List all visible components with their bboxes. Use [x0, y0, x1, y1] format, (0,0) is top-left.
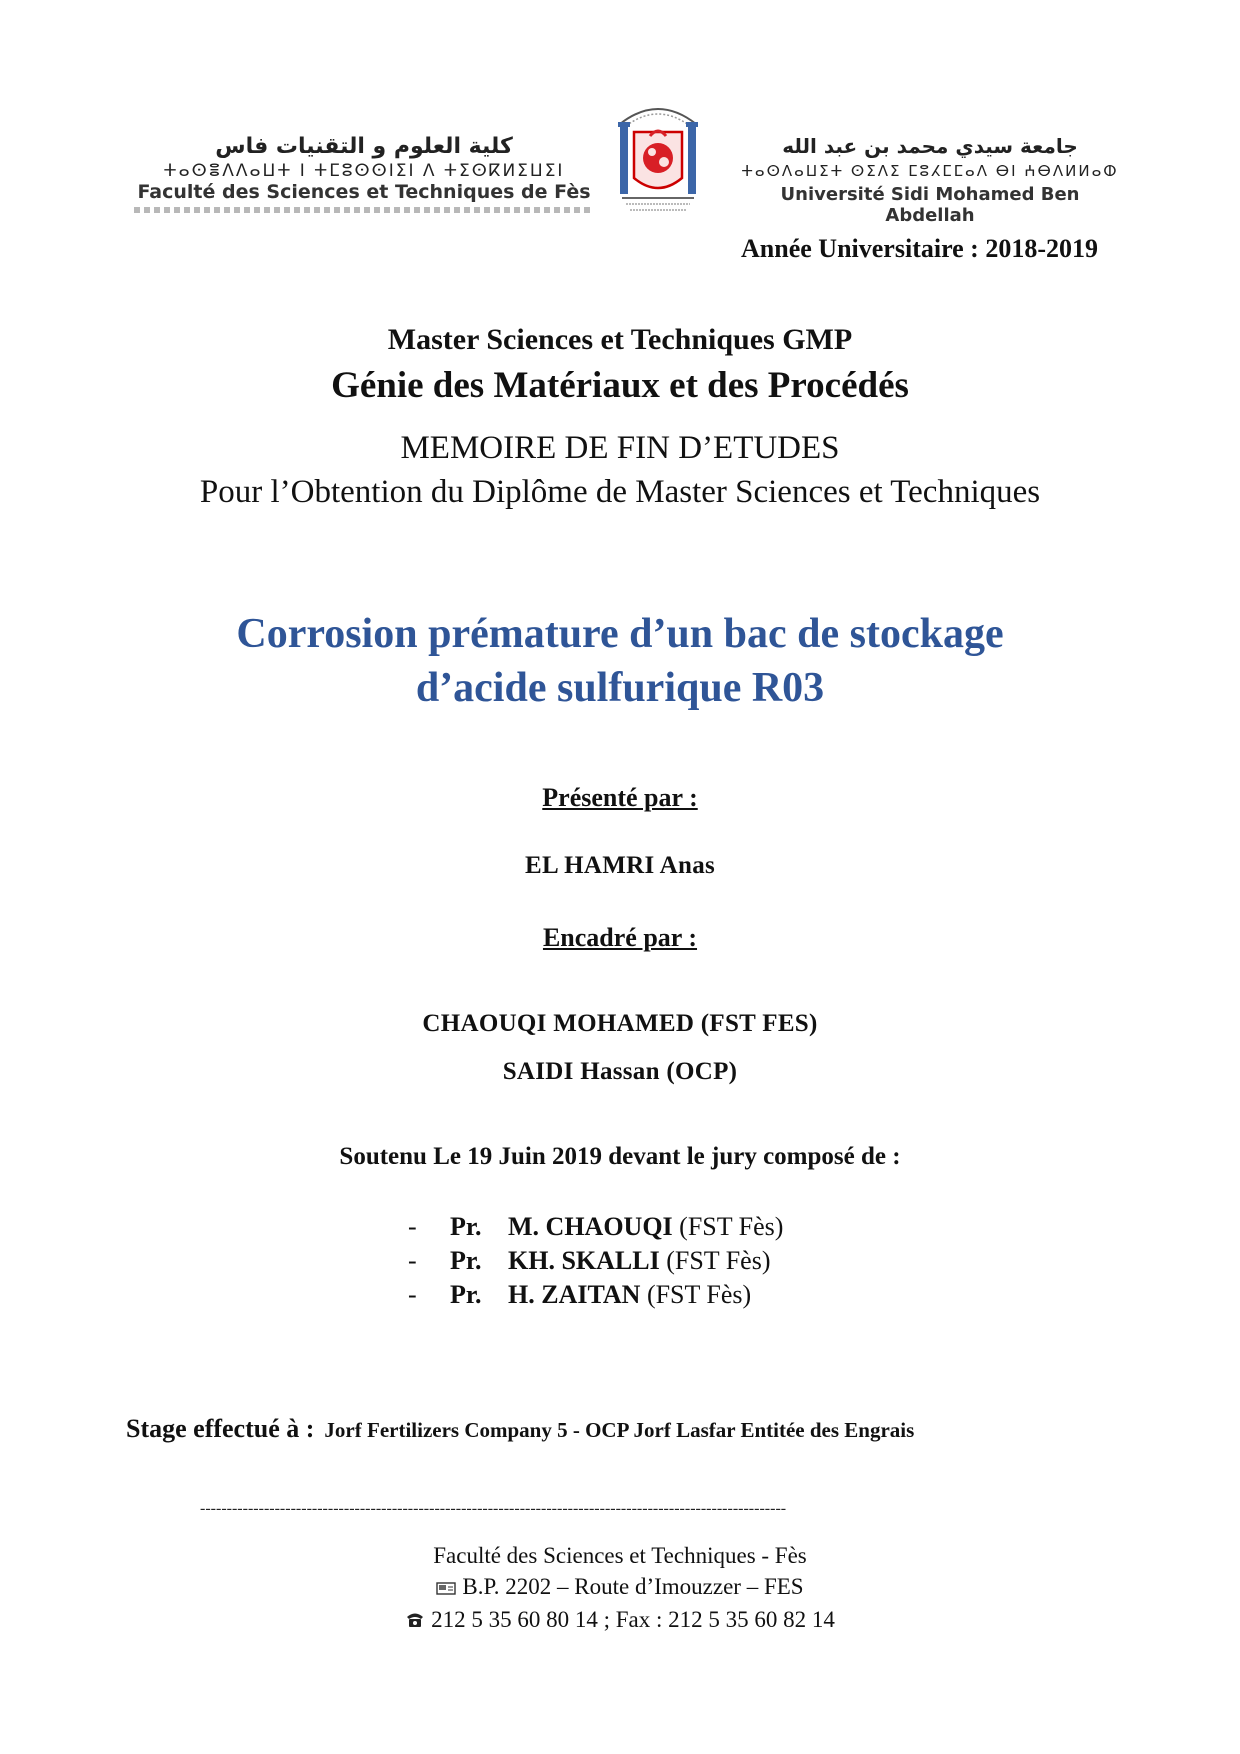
footer-address — [0, 1540, 1240, 1637]
supervised-by-label: Encadré par : — [542, 923, 698, 952]
diploma-purpose: Pour l’Obtention du Diplôme de Master Sciences et Techniques — [199, 474, 1041, 510]
university-name-latin: Université Sidi Mohamed Ben Abdellah — [780, 184, 1080, 226]
faculty-decorative-rule — [134, 207, 594, 213]
faculty-name-arabic: كلية العلوم و التقنيات فاس — [215, 134, 513, 159]
academic-year: Année Universitaire : 2018-2019 — [741, 234, 1098, 263]
university-name-arabic: جامعة سيدي محمد بن عبد الله — [782, 134, 1078, 158]
footer-postal: B.P. 2202 – Route d’Imouzzer – FES — [0, 1571, 1240, 1604]
thesis-title-line1: Corrosion prémature d’un bac de stockage — [236, 611, 1004, 657]
footer-separator: -------------------------------------------------------------------------------------------------------------- — [200, 1500, 787, 1517]
thesis-title — [0, 607, 1240, 715]
faculty-name-tifinagh: ⵜⴰⵙⴻⴷⴷⴰⵡⵜ ⵏ ⵜⵎⵓⵙⵙⵏⵉⵏ ⴷ ⵜⵉⵙⴽⵍⵉⵡⵉⵏ — [163, 161, 565, 181]
jury-member: - Pr. H. ZAITAN (FST Fès) — [408, 1280, 752, 1309]
jury-member: - Pr. M. CHAOUQI (FST Fès) — [408, 1212, 784, 1241]
jury-list — [408, 1210, 783, 1312]
university-header — [740, 134, 1120, 226]
footer-institution: Faculté des Sciences et Techniques - Fès — [433, 1543, 807, 1568]
internship-location — [126, 1414, 914, 1444]
jury-member: - Pr. KH. SKALLI (FST Fès) — [408, 1246, 771, 1275]
supervisor-1: CHAOUQI MOHAMED (FST FES) — [422, 1010, 818, 1037]
university-name-tifinagh: ⵜⴰⵙⴷⴰⵡⵉⵜ ⵙⵉⴷⵉ ⵎⵓⵃⵎⵎⴰⴷ ⴱⵏ ⵄⴱⴷⵍⵍⴰⵀ — [741, 162, 1119, 180]
internship-company: Jorf Fertilizers Company 5 - OCP Jorf Lasfar Entitée des Engrais — [324, 1418, 915, 1442]
master-program: Master Sciences et Techniques GMP — [387, 323, 853, 356]
program-specialty: Génie des Matériaux et des Procédés — [331, 365, 909, 406]
internship-label: Stage effectué à : — [126, 1414, 315, 1443]
university-logo — [612, 96, 704, 216]
presented-by-label: Présenté par : — [542, 783, 698, 812]
telephone-icon — [405, 1606, 425, 1637]
faculty-name-latin: Faculté des Sciences et Techniques de Fès — [137, 181, 591, 203]
faculty-header — [134, 134, 594, 213]
footer-phone: 212 5 35 60 80 14 ; Fax : 212 5 35 60 82 14 — [0, 1604, 1240, 1637]
supervisor-2: SAIDI Hassan (OCP) — [502, 1058, 738, 1085]
defense-statement: Soutenu Le 19 Juin 2019 devant le jury composé de : — [339, 1143, 901, 1170]
thesis-type: MEMOIRE DE FIN D’ETUDES — [400, 430, 840, 466]
thesis-title-line2: d’acide sulfurique R03 — [415, 665, 825, 711]
student-name: EL HAMRI Anas — [524, 852, 716, 879]
mailbox-icon — [436, 1573, 456, 1604]
